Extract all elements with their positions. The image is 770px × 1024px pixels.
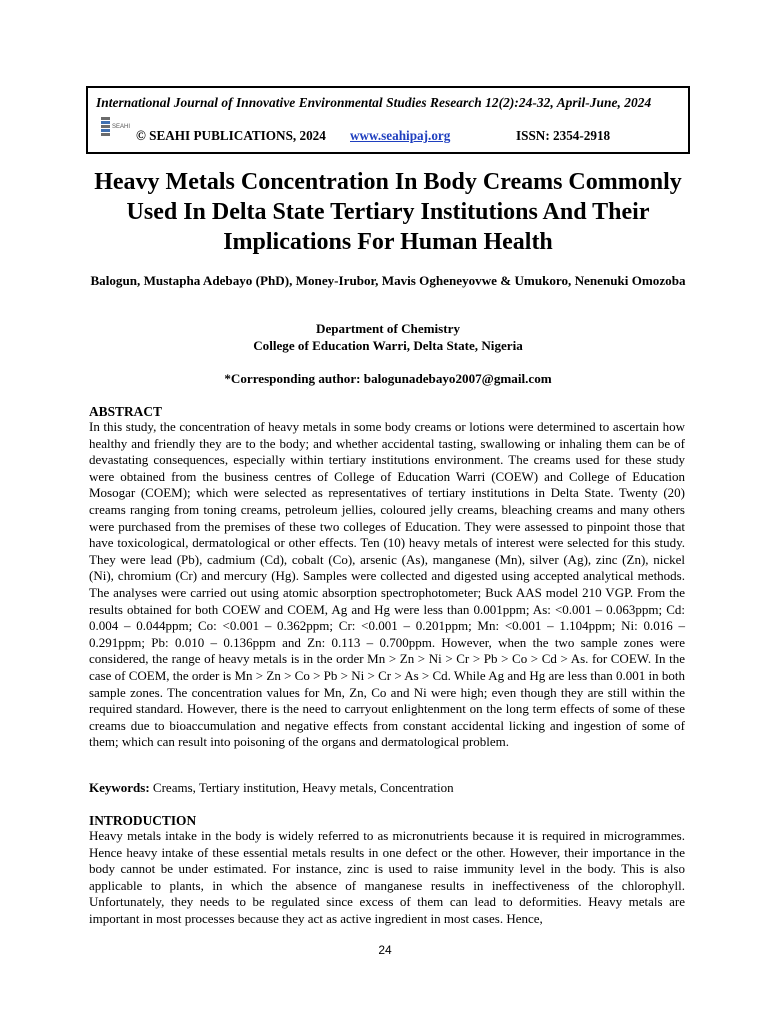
affiliation xyxy=(90,320,686,354)
journal-citation: International Journal of Innovative Environmental Studies Research 12(2):24-32, April-June, 2024 xyxy=(96,95,652,110)
abstract-heading: ABSTRACT xyxy=(89,404,162,419)
keywords-line xyxy=(89,780,454,796)
article-title: Heavy Metals Concentration In Body Creams Commonly Used In Delta State Tertiary Institutions And Their Implications For Human Health xyxy=(94,169,682,255)
publisher-website-link[interactable]: www.seahipaj.org xyxy=(350,128,451,143)
author-list: Balogun, Mustapha Adebayo (PhD), Money-Irubor, Mavis Ogheneyovwe & Umukoro, Nenenuki Omozoba xyxy=(90,273,686,288)
keywords-label: Keywords: xyxy=(89,780,150,795)
introduction-heading: INTRODUCTION xyxy=(89,813,197,828)
corresponding-author: *Corresponding author: balogunadebayo2007@gmail.com xyxy=(224,371,552,386)
publisher-logo xyxy=(100,115,130,137)
page-number: 24 xyxy=(378,943,392,957)
department: Department of Chemistry xyxy=(316,321,460,336)
copyright-notice: © SEAHI PUBLICATIONS, 2024 xyxy=(136,128,326,143)
abstract-text: In this study, the concentration of heavy metals in some body creams or lotions were determined to ascertain how healthy and friendly they are to the body; and whether accidental tasting, swallowing or inhaling them can be of devastating consequences, especially within tertiary institutions environment. The creams used for these study were obtained from the business centres of College of Education Warri (COEW) and College of Education Mosogar (COEM); which were selected as representatives of tertiary institutions in Delta State. Twenty (20) creams ranging from toning creams, petroleum jellies, coloured jelly creams, bleaching creams and many others were purchased from the premises of these two colleges of Education. They were assessed to pinpoint those that have toxicological, dermatological or other effects. Ten (10) heavy metals of interest were selected for this study. They were lead (Pb), cadmium (Cd), cobalt (Co), arsenic (As), manganese (Mn), silver (Ag), zinc (Zn), nickel (Ni), chromium (Cr) and mercury (Hg). Samples were collected and digested using accepted analytical methods. The analyses were carried out using atomic absorption spectrophotometer; Buck AAS model 210 VGP. From the results obtained for both COEW and COEM, Ag and Hg were less than 0.001ppm; As: <0.001 – 0.063ppm; Cd: 0.004 – 0.044ppm; Co: <0.001 – 0.362ppm; Cr: <0.001 – 0.201ppm; Mn: <0.001 – 1.104ppm; Ni: 0.016 – 0.291ppm; Pb: 0.010 – 0.136ppm and Zn: 0.113 – 0.700ppm. However, when the two sample zones were considered, the range of heavy metals is in the order Mn > Zn > Ni > Cr > Pb > Co > Cd > As. for COEW. In the case of COEM, the order is Mn > Zn > Co > Pb > Ni > Cr > As > Cd. While Ag and Hg are less than 0.001 in both sample zones. The concentration values for Mn, Zn, Co and Ni were high; even though they are still within the required standard. However, there is the need to carryout enlightenment on the long term effects of some of these creams due to bioaccumulation and negative effects from constant accidental licking and ingestion of some of them; which can result into poisoning of the organs and dermatological problem. xyxy=(89,419,685,750)
keywords-list: Creams, Tertiary institution, Heavy metals, Concentration xyxy=(149,780,454,795)
introduction-text: Heavy metals intake in the body is widely referred to as micronutrients because it is required in microgrammes. Hence heavy intake of these essential metals results in one defect or the other. However, their importance in the body cannot be under estimated. For instance, zinc is used to raise immunity level in the body. This is also applicable to plants, in which the absence of manganese results in ineffectiveness of the chlorophyll. Unfortunately, they needs to be regulated since excess of them can lead to deformities. Heavy metals are important in most processes because they act as active ingredient in most cases. Hence, xyxy=(89,828,685,926)
institution: College of Education Warri, Delta State, Nigeria xyxy=(253,338,523,353)
journal-header-box xyxy=(86,86,690,154)
issn: ISSN: 2354-2918 xyxy=(516,128,611,143)
logo-text: SEAHI xyxy=(112,124,130,130)
